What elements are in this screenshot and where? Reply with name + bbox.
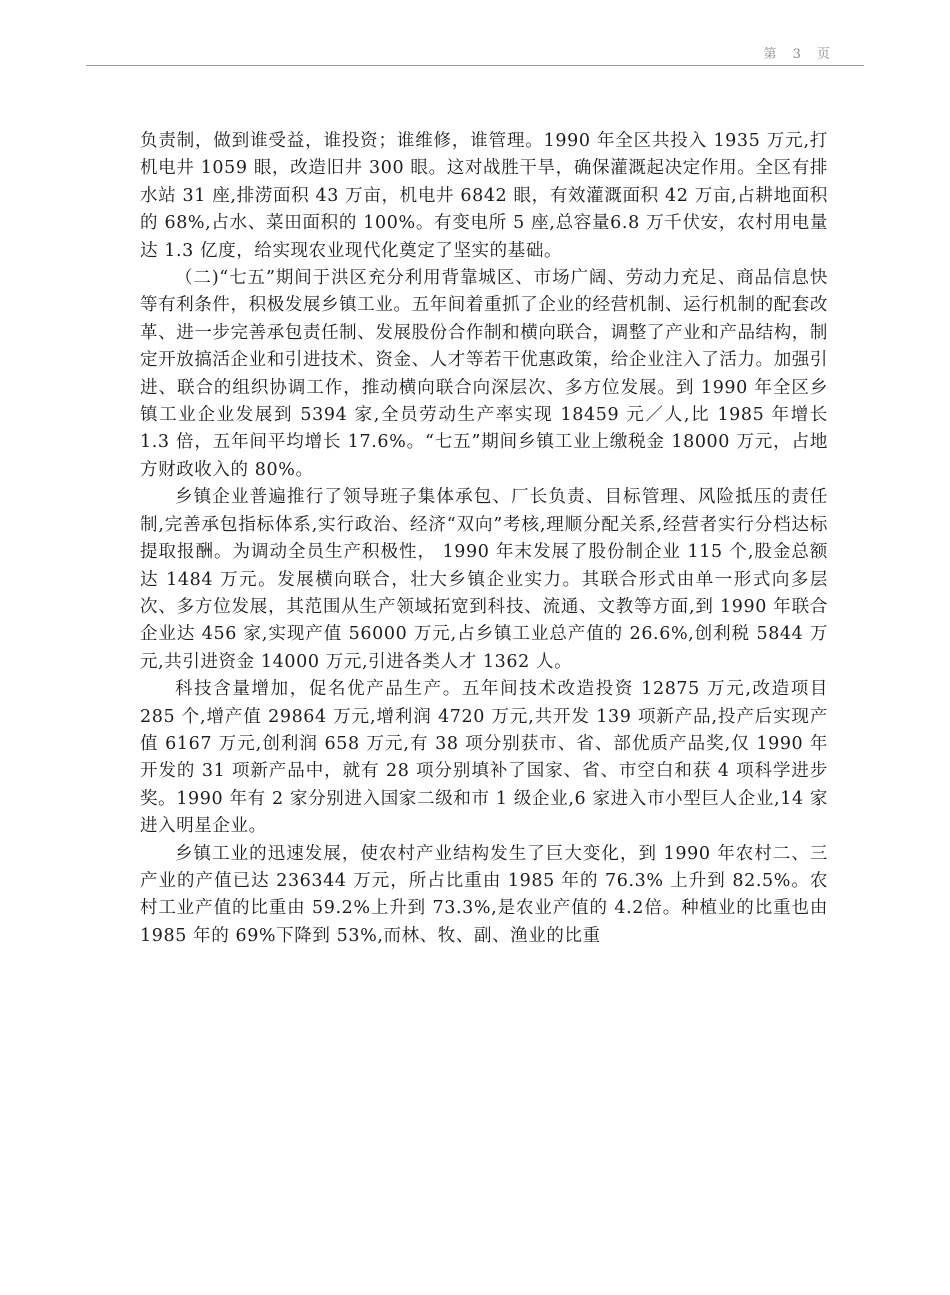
page-number: 第 3 页 — [763, 47, 836, 62]
paragraph-enterprise-reform: 乡镇企业普遍推行了领导班子集体承包、厂长负责、目标管理、风险抵压的责任制,完善承包指标体系,实行政治、经济“双向”考核,理顺分配关系,经营者实行分档达标提取报酬。为调动全员生产积极性， 1990 年末发展了股份制企业 115 个,股金总额达 1484 万元。发展横向联合，壮大乡镇企业实力。其联合形式由单一形式向多层次、多方位发展，其范围从生产领域拓宽到科技、流通、文教等方面,到 1990 年联合企业达 456 家,实现产值 56000 万元,占乡镇工业总产值的 26.6%,创利税 5844 万元,共引进资金 14000 万元,引进各类人才 1362 人。 — [140, 487, 828, 672]
paragraph-technology: 科技含量增加，促名优产品生产。五年间技术改造投资 12875 万元,改造项目 285 个,增产值 29864 万元,增利润 4720 万元,共开发 139 项新产品,投产后实现产值 6167 万元,创利润 658 万元,有 38 项分别获市、省、部优质产品奖,仅 1990 年开发的 31 项新产品中，就有 28 项分别填补了国家、省、市空白和获 4 项科学进步奖。1990 年有 2 家分别进入国家二级和市 1 级企业,6 家进入市小型巨人企业,14 家进入明星企业。 — [140, 679, 828, 837]
document-body — [140, 128, 828, 950]
paragraph-industrial-structure: 乡镇工业的迅速发展，使农村产业结构发生了巨大变化，到 1990 年农村二、三产业的产值已达 236344 万元，所占比重由 1985 年的 76.3% 上升到 82.5%。农村工业产值的比重由 59.2%上升到 73.3%,是农业产值的 4.2倍。种植业的比重也由 1985 年的 69%下降到 53%,而林、牧、副、渔业的比重 — [140, 843, 828, 946]
page-header — [86, 34, 864, 66]
paragraph-township-industry: （二)“七五”期间于洪区充分利用背靠城区、市场广阔、劳动力充足、商品信息快等有利条件，积极发展乡镇工业。五年间着重抓了企业的经营机制、运行机制的配套改革、进一步完善承包责任制、发展股份合作制和横向联合，调整了产业和产品结构，制定开放搞活企业和引进技术、资金、人才等若干优惠政策，给企业注入了活力。加强引进、联合的组织协调工作，推动横向联合向深层次、多方位发展。到 1990 年全区乡镇工业企业发展到 5394 家,全员劳动生产率实现 18459 元／人,比 1985 年增长 1.3 倍，五年间平均增长 17.6%。“七五”期间乡镇工业上缴税金 18000 万元，占地方财政收入的 80%。 — [140, 268, 828, 480]
paragraph-irrigation: 负责制，做到谁受益，谁投资；谁维修，谁管理。1990 年全区共投入 1935 万元,打机电井 1059 眼，改造旧井 300 眼。这对战胜干旱，确保灌溉起决定作用。全区有排水站 31 座,排涝面积 43 万亩，机电井 6842 眼，有效灌溉面积 42 万亩,占耕地面积的 68%,占水、菜田面积的 100%。有变电所 5 座,总容量6.8 万千伏安，农村用电量达 1.3 亿度，给实现农业现代化奠定了坚实的基础。 — [140, 131, 828, 261]
